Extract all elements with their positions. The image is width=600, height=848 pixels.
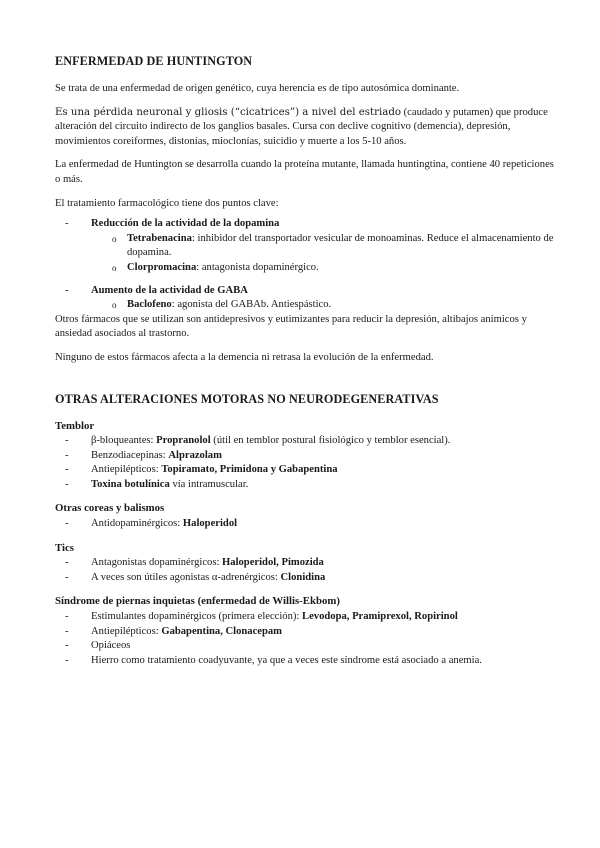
section-title-huntington: ENFERMEDAD DE HUNTINGTON: [55, 54, 253, 68]
dash-bullet: -: [65, 654, 69, 666]
paragraph-dementia: Ninguno de estos fármacos afecta a la demencia ni retrasa la evolución de la enfermedad.: [55, 351, 434, 363]
dash-bullet: -: [65, 218, 69, 230]
subheading-coreas: Otras coreas y balismos: [55, 502, 165, 515]
section-title-other-motor: OTRAS ALTERACIONES MOTORAS NO NEURODEGENERATIVAS: [55, 391, 439, 406]
list-item: [55, 654, 560, 669]
dash-bullet: -: [65, 557, 69, 569]
subheading-tics: Tics: [55, 541, 74, 554]
paragraph-huntingtin: La enfermedad de Huntington se desarrolla cuando la proteína mutante, llamada huntingtina, contiene 40 repeticiones o más.: [55, 159, 554, 185]
drug-name: Haloperidol, Pimozida: [222, 557, 324, 569]
item-text: vía intramuscular.: [169, 478, 249, 490]
subheading-temblor: Temblor: [55, 419, 95, 432]
list-item: [55, 625, 560, 640]
item-text: A veces son útiles agonistas α-adrenérgicos:: [91, 571, 281, 583]
list-item: [55, 556, 560, 571]
paragraph-other-drugs: Otros fármacos que se utilizan son antidepresivos y eutimizantes para reducir la depresión, altibajos anímicos y ansiedad asociados al trastorno.: [55, 313, 527, 340]
dash-bullet: -: [65, 518, 69, 530]
drug-name: Propranolol: [156, 435, 211, 447]
drug-name: Haloperidol: [182, 518, 238, 530]
drug-name: Tetrabenacina: [127, 232, 192, 244]
circle-bullet: o: [112, 300, 117, 311]
subheading-piernas-inquietas: Síndrome de piernas inquietas (enfermedad de Willis-Ekbom): [55, 595, 340, 608]
gaba-drug-list: [55, 298, 560, 313]
item-text: (útil en temblor postural fisiológico y temblor esencial).: [210, 435, 451, 447]
pathology-rest-text: (caudado y putamen) que produce alteración del circuito indirecto de los ganglios basales. Cursa con declive cognitivo (demencia), depresión, movimientos coreiformes, distonías, mioclonías, suicidio y muerte a los 5-10 años.: [55, 106, 548, 147]
drug-name: Toxina botulínica: [91, 478, 170, 490]
dash-bullet: -: [65, 449, 69, 461]
list-item: [55, 449, 560, 464]
item-text: Antagonistas dopaminérgicos:: [91, 557, 223, 569]
dash-bullet: -: [65, 625, 69, 637]
item-text: Hierro como tratamiento coadyuvante, ya que a veces este síndrome está asociado a anemia.: [91, 654, 482, 666]
key-heading: Reducción de la actividad de la dopamina: [91, 218, 280, 230]
treatment-key-gaba: [55, 284, 560, 299]
treatment-key-list: [55, 217, 560, 232]
dash-bullet: -: [65, 478, 69, 490]
item-text: Opiáceos: [91, 640, 131, 652]
item-text: Antiepilépticos:: [91, 464, 162, 476]
list-item: [55, 517, 560, 532]
drug-name: Clonidina: [280, 571, 326, 583]
drug-name: Topiramato, Primidona y Gabapentina: [161, 464, 338, 476]
dash-bullet: -: [65, 611, 69, 623]
list-item: [55, 610, 560, 625]
list-item: [55, 434, 560, 449]
paragraph-pathology: [55, 106, 560, 150]
drug-item: [55, 261, 560, 276]
item-text: Antidopaminérgicos:: [91, 518, 183, 530]
tics-list: [55, 556, 560, 585]
circle-bullet: o: [112, 262, 117, 273]
drug-name: Levodopa, Pramiprexol, Ropirinol: [302, 611, 458, 623]
treatment-key-list-2: [55, 284, 560, 299]
temblor-list: [55, 434, 560, 492]
piernas-list: [55, 610, 560, 668]
drug-name: Baclofeno: [127, 299, 172, 311]
dash-bullet: -: [65, 464, 69, 476]
treatment-key-dopamine: [55, 217, 560, 232]
coreas-list: [55, 517, 560, 532]
item-text: Benzodiacepinas:: [91, 449, 169, 461]
drug-item: [55, 232, 560, 261]
drug-description: : agonista del GABAb. Antiespástico.: [171, 299, 332, 311]
circle-bullet: o: [112, 233, 117, 244]
key-heading: Aumento de la actividad de GABA: [91, 284, 248, 296]
paragraph-origin: Se trata de una enfermedad de origen genético, cuya herencia es de tipo autosómica dominante.: [55, 83, 460, 94]
dash-bullet: -: [65, 435, 69, 447]
drug-item: [55, 298, 560, 313]
list-item: [55, 478, 560, 493]
item-text: Antiepilépticos:: [91, 625, 162, 637]
dash-bullet: -: [65, 284, 69, 296]
list-item: [55, 463, 560, 478]
dash-bullet: -: [65, 640, 69, 652]
drug-name: Gabapentina, Clonacepam: [161, 625, 282, 637]
item-text: Estimulantes dopaminérgicos (primera elección):: [91, 611, 303, 623]
drug-description: : inhibidor del transportador vesicular de monoaminas. Reduce el almacenamiento de dopamina.: [127, 232, 554, 259]
drug-description: : antagonista dopaminérgico.: [196, 261, 319, 273]
paragraph-treatment-intro: El tratamiento farmacológico tiene dos puntos clave:: [55, 197, 279, 209]
dopamine-drug-list: [55, 232, 560, 276]
drug-name: Clorpromacina: [127, 261, 197, 273]
item-text: β-bloqueantes:: [91, 435, 157, 447]
list-item: [55, 571, 560, 586]
pathology-highlight-text: Es una pérdida neuronal y gliosis (“cicatrices”) a nivel del estriado: [55, 106, 401, 118]
dash-bullet: -: [65, 571, 69, 583]
list-item: [55, 639, 560, 654]
drug-name: Alprazolam: [168, 449, 222, 461]
